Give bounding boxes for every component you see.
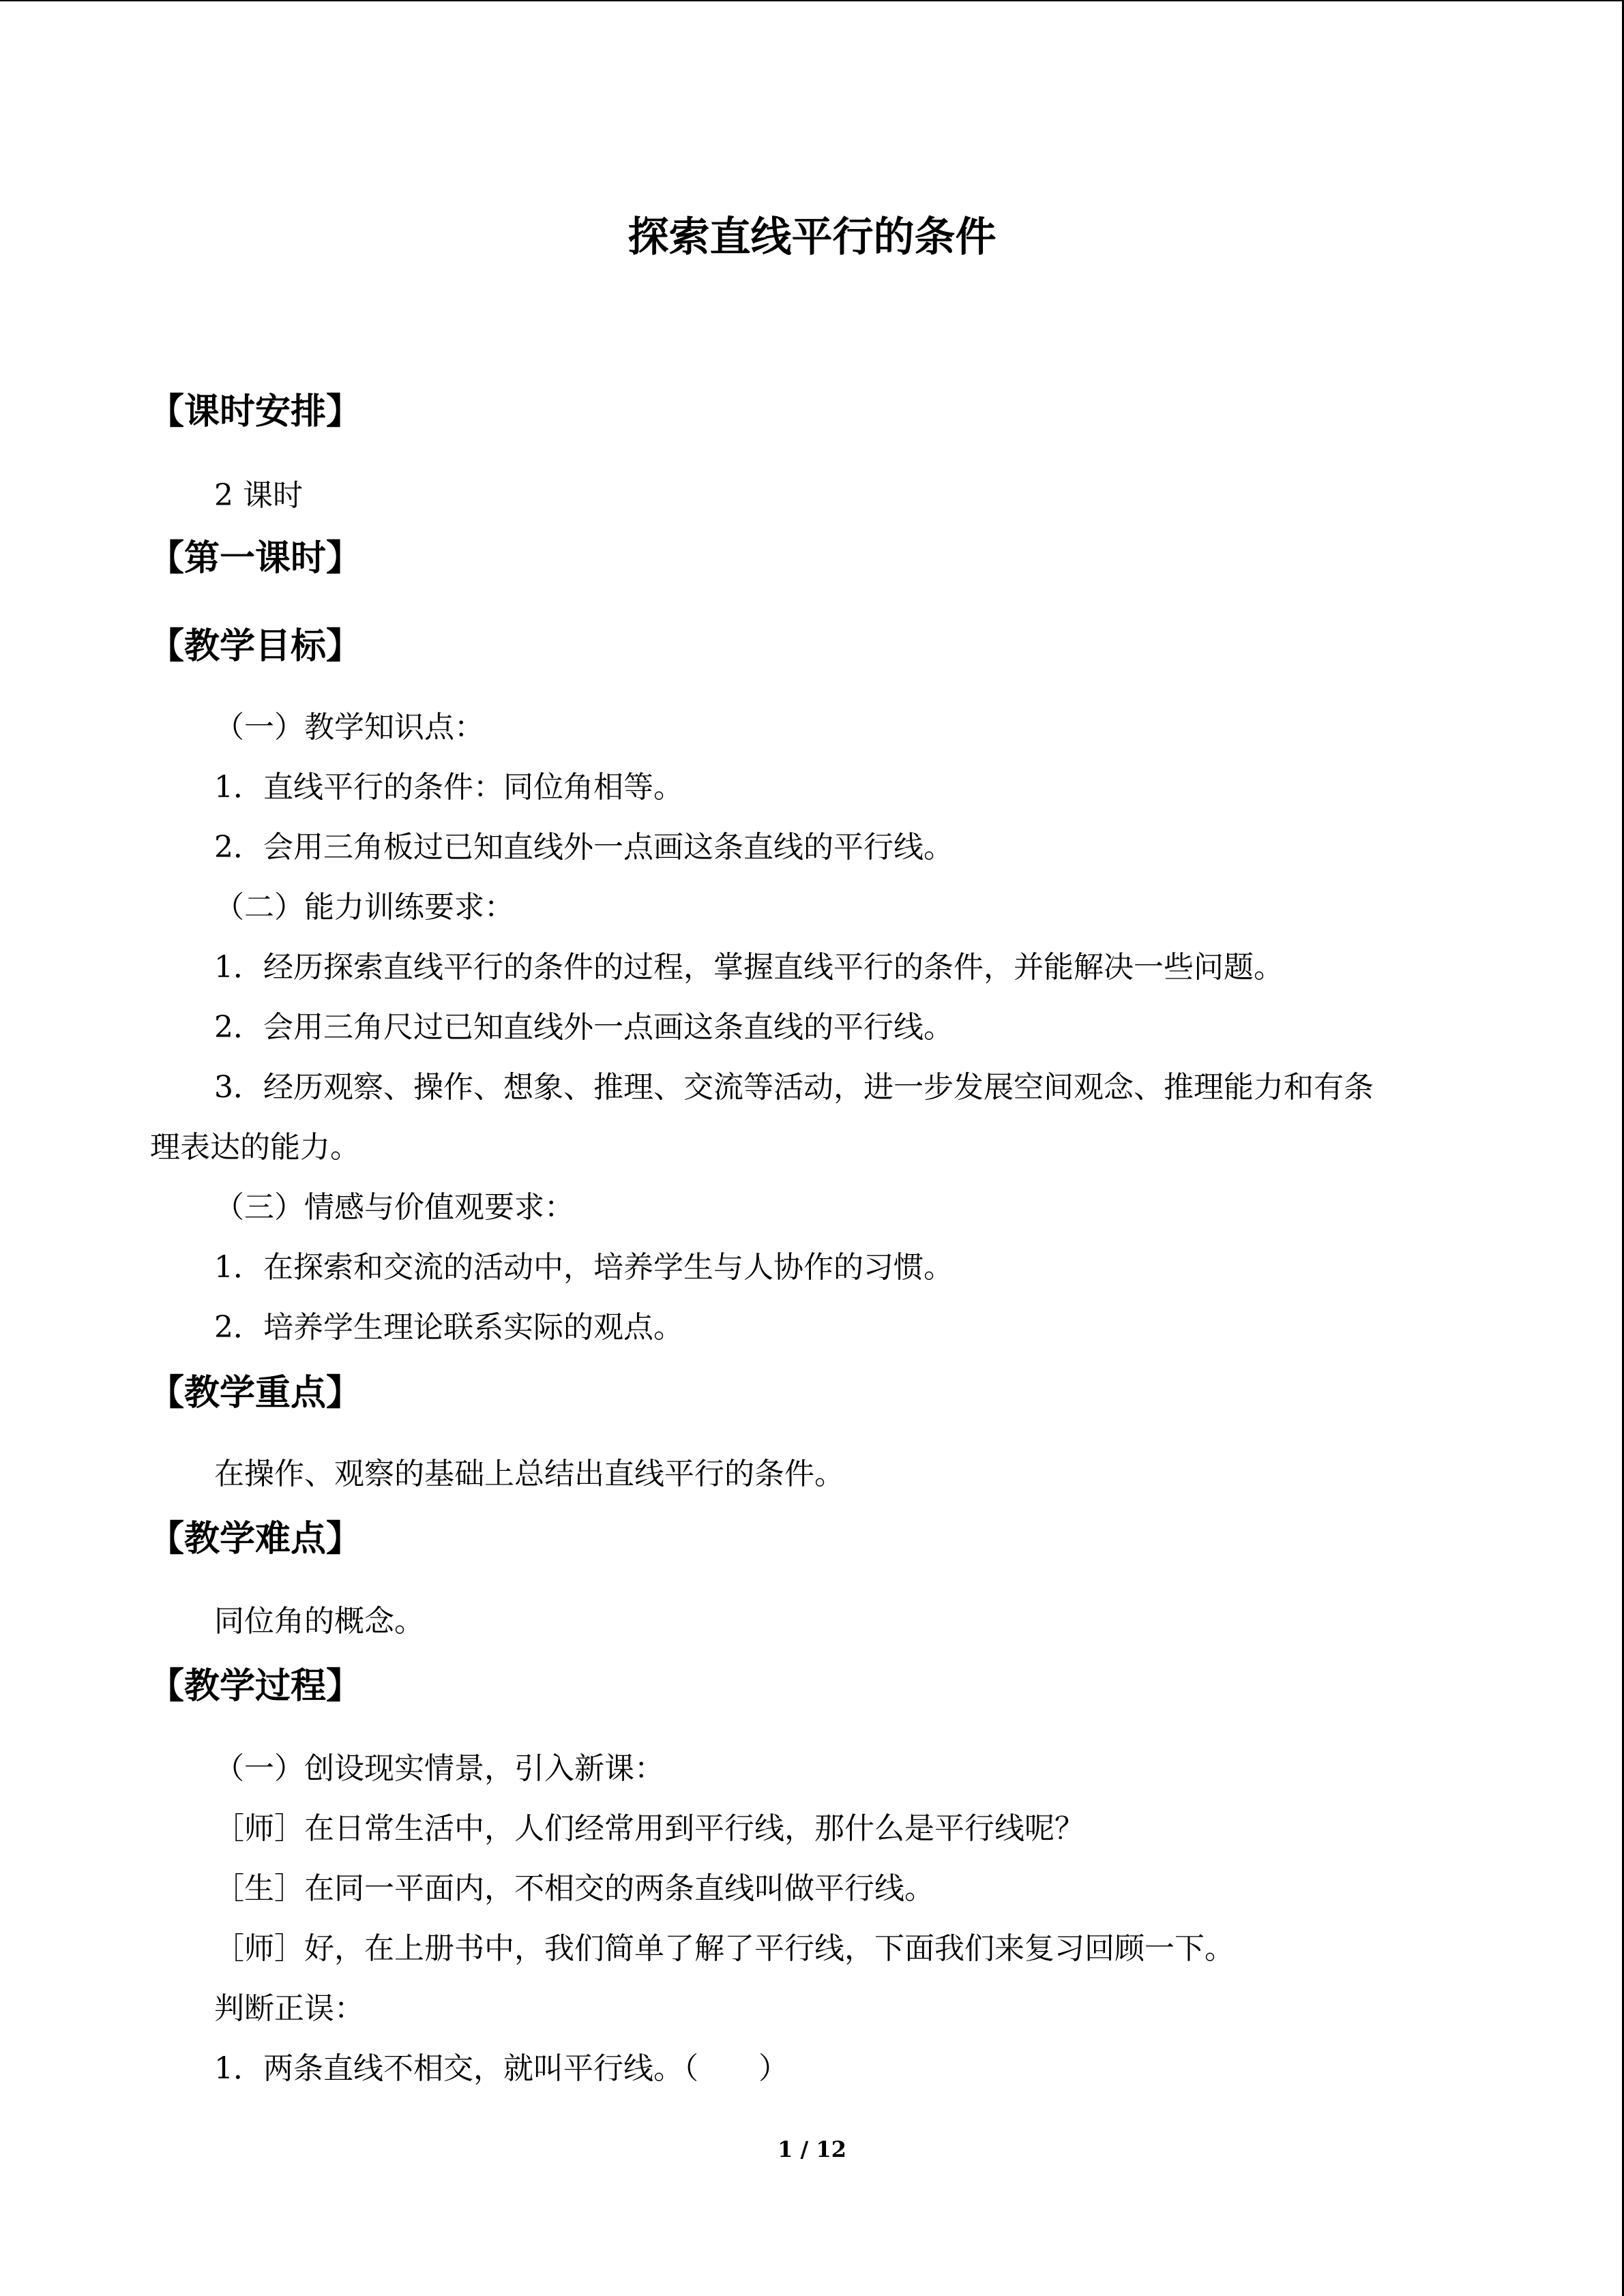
process-line: ［师］好，在上册书中，我们简单了解了平行线，下面我们来复习回顾一下。 (214, 1931, 1235, 1966)
process-line: （一）创设现实情景，引入新课： (214, 1751, 664, 1786)
process-line: 1．两条直线不相交，就叫平行线。（ ） (214, 2051, 788, 2086)
objectives-line: （一）教学知识点： (214, 710, 484, 745)
objectives-line: （二）能力训练要求： (214, 890, 514, 925)
heading-schedule: 【课时安排】 (149, 391, 362, 432)
process-line: ［师］在日常生活中，人们经常用到平行线，那什么是平行线呢？ (214, 1811, 1084, 1846)
process-line: 判断正误： (214, 1991, 364, 2026)
objectives-line: 2．会用三角板过已知直线外一点画这条直线的平行线。 (214, 830, 954, 865)
objectives-line: 2．培养学生理论联系实际的观点。 (214, 1310, 683, 1345)
page-number: 1 / 12 (778, 2136, 846, 2162)
objectives-line: 1．经历探索直线平行的条件的过程，掌握直线平行的条件，并能解决一些问题。 (214, 950, 1284, 985)
schedule-text: 2 课时 (214, 478, 303, 513)
objectives-line: 理表达的能力。 (150, 1130, 360, 1165)
key-point-text: 在操作、观察的基础上总结出直线平行的条件。 (214, 1457, 844, 1491)
objectives-line: 3．经历观察、操作、想象、推理、交流等活动，进一步发展空间观念、推理能力和有条 (214, 1070, 1374, 1105)
document-title: 探索直线平行的条件 (628, 213, 996, 261)
objectives-line: 1．在探索和交流的活动中，培养学生与人协作的习惯。 (214, 1250, 954, 1285)
heading-process: 【教学过程】 (149, 1665, 362, 1707)
difficulty-text: 同位角的概念。 (214, 1604, 424, 1639)
objectives-line: 1．直线平行的条件：同位角相等。 (214, 770, 683, 805)
objectives-line: 2．会用三角尺过已知直线外一点画这条直线的平行线。 (214, 1010, 954, 1045)
process-line: ［生］在同一平面内，不相交的两条直线叫做平行线。 (214, 1871, 934, 1906)
page-top-border (0, 0, 1624, 1)
heading-key-point: 【教学重点】 (149, 1372, 362, 1414)
heading-objectives: 【教学目标】 (149, 625, 362, 667)
objectives-line: （三）情感与价值观要求： (214, 1190, 574, 1225)
heading-difficulty: 【教学难点】 (149, 1518, 362, 1560)
heading-lesson1: 【第一课时】 (149, 537, 362, 579)
